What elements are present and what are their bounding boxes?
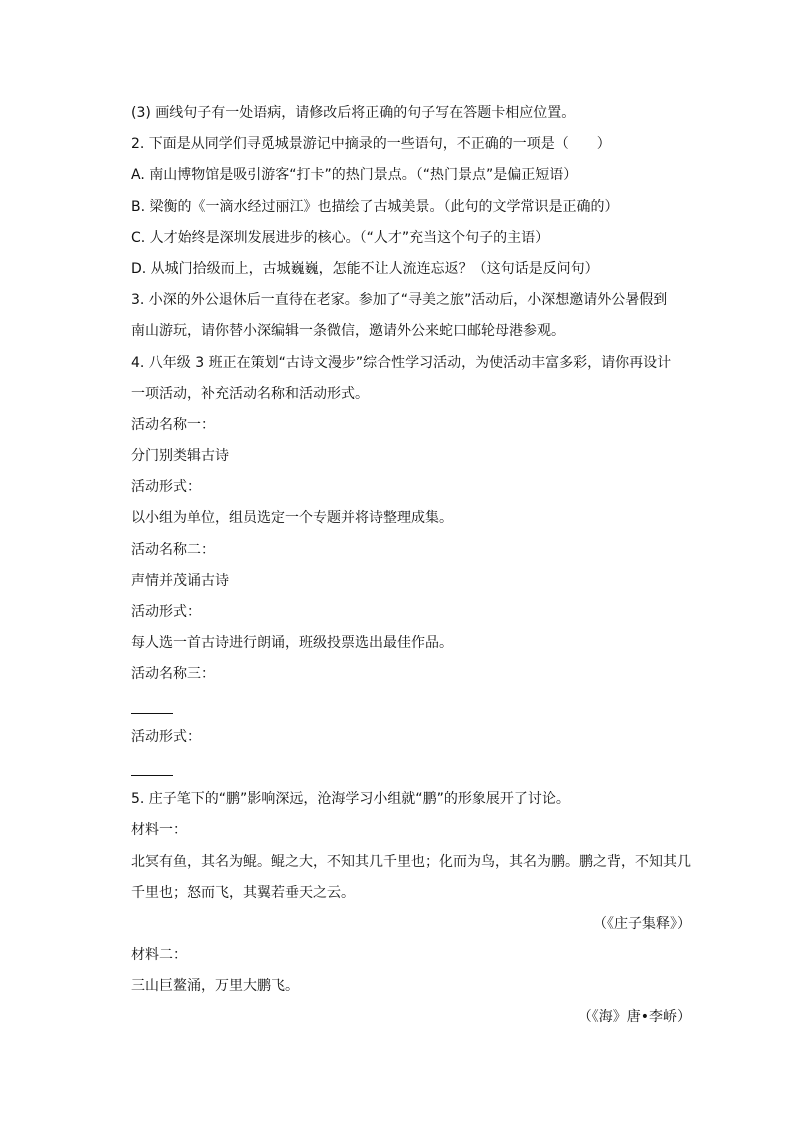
activity-3-name-blank[interactable]: [131, 691, 691, 722]
answer-blank[interactable]: [131, 697, 173, 714]
activity-3-name-label: 活动名称三：: [131, 666, 215, 683]
activity-3-form-label: 活动形式：: [131, 728, 201, 745]
question-2-option-d: D. 从城门拾级而上，古城巍巍，怎能不让人流连忘返？（这句话是反问句）: [131, 260, 599, 277]
activity-1-form-label: 活动形式：: [131, 479, 201, 496]
question-2-option-b: B. 梁衡的《一滴水经过丽江》也描绘了古城美景。（此句的文学常识是正确的）: [131, 198, 619, 215]
question-3-3-instruction: (3) 画线句子有一处语病，请修改后将正确的句子写在答题卡相应位置。: [131, 105, 576, 121]
activity-1-name-label: 活动名称一：: [131, 416, 215, 433]
question-3-stem-line-1: 3. 小深的外公退休后一直待在老家。参加了“寻美之旅”活动后，小深想邀请外公暑假到: [131, 292, 668, 309]
material-2-label: 材料二：: [131, 947, 187, 964]
material-1-text-line-2: 千里也；怒而飞，其翼若垂天之云。: [131, 884, 355, 901]
question-4-stem-line-1: 4. 八年级 3 班正在策划“古诗文漫步”综合性学习活动，为使活动丰富多彩，请你再设计: [131, 354, 672, 371]
activity-2-form: 每人选一首古诗进行朗诵，班级投票选出最佳作品。: [131, 635, 453, 652]
question-3-stem-line-2: 南山游玩，请你替小深编辑一条微信，邀请外公来蛇口邮轮母港参观。: [131, 323, 565, 340]
activity-2-name: 声情并茂诵古诗: [131, 572, 229, 589]
activity-2-name-label: 活动名称二：: [131, 541, 215, 558]
material-2-text: 三山巨鳌涌，万里大鹏飞。: [131, 978, 299, 995]
question-4-stem-line-2: 一项活动，补充活动名称和活动形式。: [131, 385, 369, 402]
activity-3-form-blank[interactable]: [131, 753, 691, 784]
activity-1-form: 以小组为单位，组员选定一个专题并将诗整理成集。: [131, 510, 453, 527]
material-1-text-line-1: 北冥有鱼，其名为鲲。鲲之大，不知其几千里也；化而为鸟，其名为鹏。鹏之背，不知其几: [131, 853, 691, 870]
question-2-option-c: C. 人才始终是深圳发展进步的核心。（“人才”充当这个句子的主语）: [131, 229, 550, 246]
answer-blank[interactable]: [131, 759, 173, 776]
question-2-stem: 2. 下面是从同学们寻觅城景游记中摘录的一些语句，不正确的一项是（ ）: [131, 136, 611, 153]
document-page: [131, 98, 691, 1034]
activity-1-name: 分门别类辑古诗: [131, 448, 229, 465]
activity-2-form-label: 活动形式：: [131, 604, 201, 620]
question-2-option-a: A. 南山博物馆是吸引游客“打卡”的热门景点。（“热门景点”是偏正短语）: [131, 167, 578, 184]
material-2-source: （《海》唐•李峤）: [577, 1009, 691, 1026]
material-1-source: （《庄子集释》）: [593, 915, 691, 932]
material-1-label: 材料一：: [131, 822, 187, 839]
question-5-stem: 5. 庄子笔下的“鹏”影响深远，沧海学习小组就“鹏”的形象展开了讨论。: [131, 791, 570, 808]
